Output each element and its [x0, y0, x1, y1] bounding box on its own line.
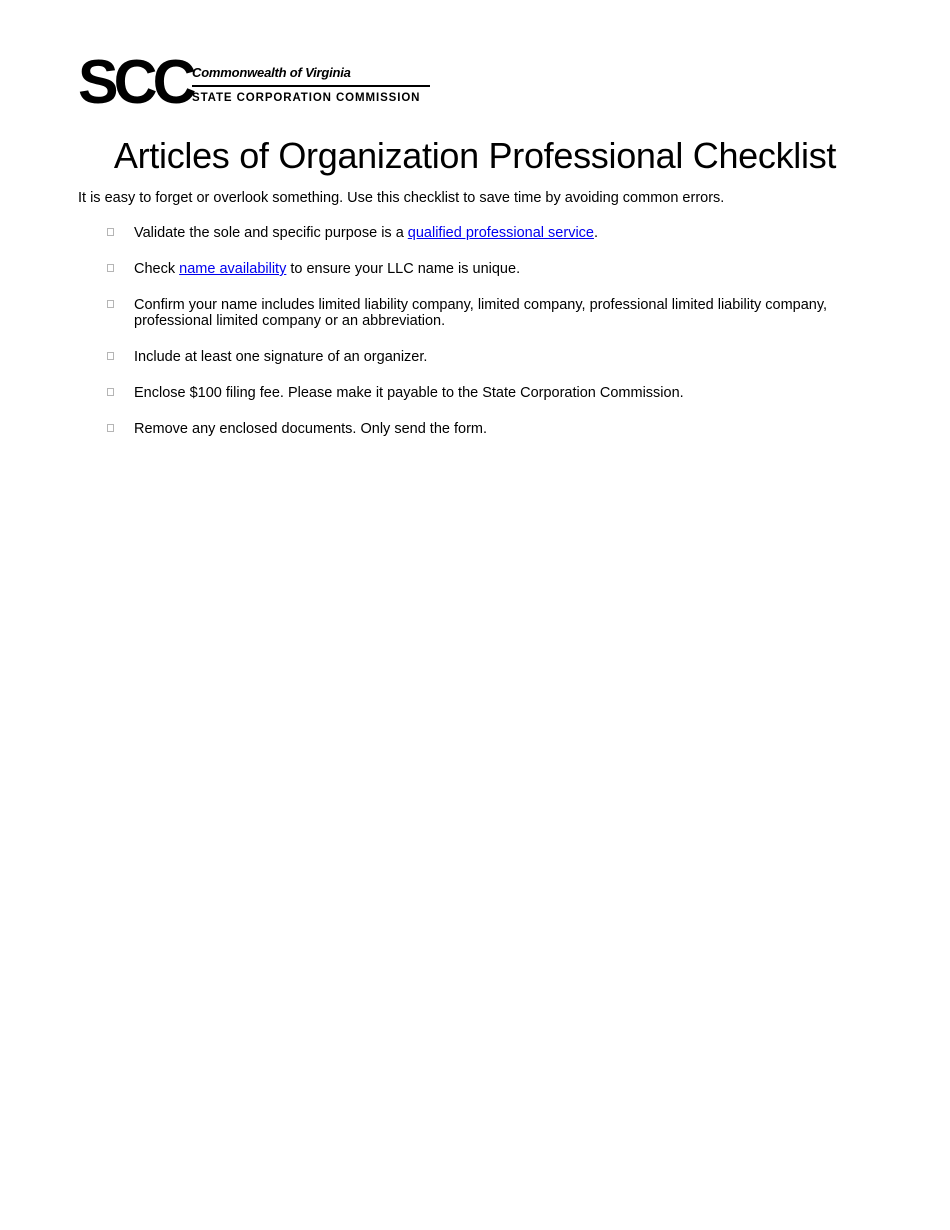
checklist-item-text: Enclose $100 filing fee. Please make it payable to the State Corporation Commission. — [134, 385, 684, 401]
name-availability-link[interactable]: name availability — [179, 261, 287, 277]
checklist-item-professional-service — [105, 225, 865, 241]
checkbox[interactable] — [107, 352, 114, 360]
checkbox[interactable] — [107, 424, 114, 432]
logo-divider — [192, 85, 430, 87]
checklist-item-name-availability — [105, 261, 865, 277]
scc-logo — [78, 48, 438, 117]
logo-commonwealth-text: Commonwealth of Virginia — [192, 65, 351, 80]
checklist-item-remove-documents — [105, 421, 865, 437]
checklist-item-signature — [105, 349, 865, 365]
checklist-item-text-start: Check — [134, 261, 180, 277]
logo-commission-text: STATE CORPORATION COMMISSION — [192, 92, 421, 104]
checklist-item-text — [134, 225, 598, 241]
checkbox[interactable] — [107, 388, 114, 396]
checklist-item-name-designator — [105, 297, 865, 329]
checklist-item-filing-fee — [105, 385, 865, 401]
page-title: Articles of Organization Professional Checklist — [113, 135, 837, 176]
checklist-item-text-end: . — [593, 225, 599, 241]
checklist-item-text: Confirm your name includes limited liability company, limited company, professional limited liability company, professional limited company or an abbreviation. — [134, 297, 828, 329]
checklist-item-text — [134, 261, 520, 277]
checklist-item-text: Remove any enclosed documents. Only send the form. — [134, 421, 488, 437]
checklist-item-text-start: Validate the sole and specific purpose is a — [134, 225, 408, 241]
checklist-item-text-end: to ensure your LLC name is unique. — [286, 261, 521, 277]
scc-logo-mark: SCC — [78, 48, 192, 117]
checkbox[interactable] — [107, 300, 114, 308]
checkbox[interactable] — [107, 228, 114, 236]
qualified-professional-service-link[interactable]: qualified professional service — [407, 225, 594, 241]
intro-text: It is easy to forget or overlook something. Use this checklist to save time by avoiding common errors. — [78, 190, 725, 206]
checklist — [105, 225, 865, 457]
checklist-item-text: Include at least one signature of an organizer. — [134, 349, 428, 365]
checkbox[interactable] — [107, 264, 114, 272]
